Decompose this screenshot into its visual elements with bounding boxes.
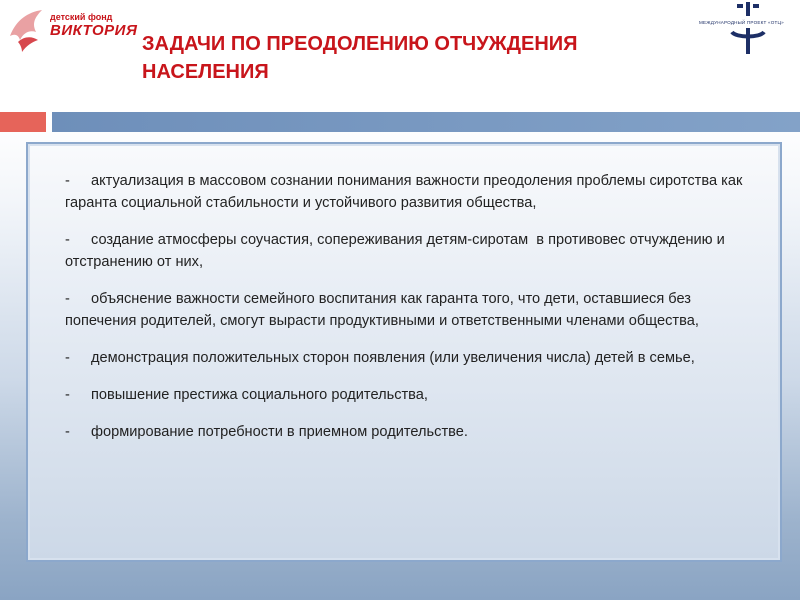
list-item-text: формирование потребности в приемном родительстве.: [91, 424, 468, 440]
list-item-dash: -: [65, 173, 70, 189]
title-line-1: ЗАДАЧИ ПО ПРЕОДОЛЕНИЮ ОТЧУЖДЕНИЯ: [142, 33, 578, 55]
page-title: [142, 30, 682, 86]
content-panel: [26, 142, 782, 562]
dove-icon: [6, 6, 46, 54]
list-item-text: повышение престижа социального родительства,: [91, 387, 428, 403]
list-item: [65, 288, 765, 332]
list-item-dash: -: [65, 424, 70, 440]
list-item-dash: -: [65, 387, 70, 403]
list-item-dash: -: [65, 232, 70, 248]
accent-bar-red: [0, 112, 46, 132]
list-item: [65, 170, 765, 214]
list-item: [65, 347, 765, 369]
task-list: [65, 170, 765, 458]
list-item-text: демонстрация положительных сторон появления (или увеличения числа) детей в семье,: [91, 350, 695, 366]
list-item: [65, 229, 765, 273]
list-item-text: создание атмосферы соучастия, сопереживания детям-сиротам в противовес отчуждению и отстранению от них,: [65, 232, 729, 270]
list-item-text: актуализация в массовом сознании понимания важности преодоления проблемы сиротства как гаранта социальной стабильности и устойчивого развития общества,: [65, 173, 747, 211]
list-item-dash: -: [65, 291, 70, 307]
victoria-logo: [0, 0, 138, 66]
project-logo: [696, 2, 800, 58]
logo-small-text: детский фонд: [50, 12, 113, 22]
list-item: [65, 384, 765, 406]
accent-bar-blue: [52, 112, 800, 132]
list-item-dash: -: [65, 350, 70, 366]
title-line-2: НАСЕЛЕНИЯ: [142, 61, 269, 83]
list-item-text: объяснение важности семейного воспитания как гаранта того, что дети, оставшиеся без попечения родителей, смогут вырасти продуктивными и ответственными членами общества,: [65, 291, 699, 329]
project-emblem-icon: [696, 2, 800, 58]
list-item: [65, 421, 765, 443]
project-logo-text: МЕЖДУНАРОДНЫЙ ПРОЕКТ «ОТЦ»: [699, 20, 784, 25]
logo-big-text: ВИКТОРИЯ: [50, 22, 138, 39]
